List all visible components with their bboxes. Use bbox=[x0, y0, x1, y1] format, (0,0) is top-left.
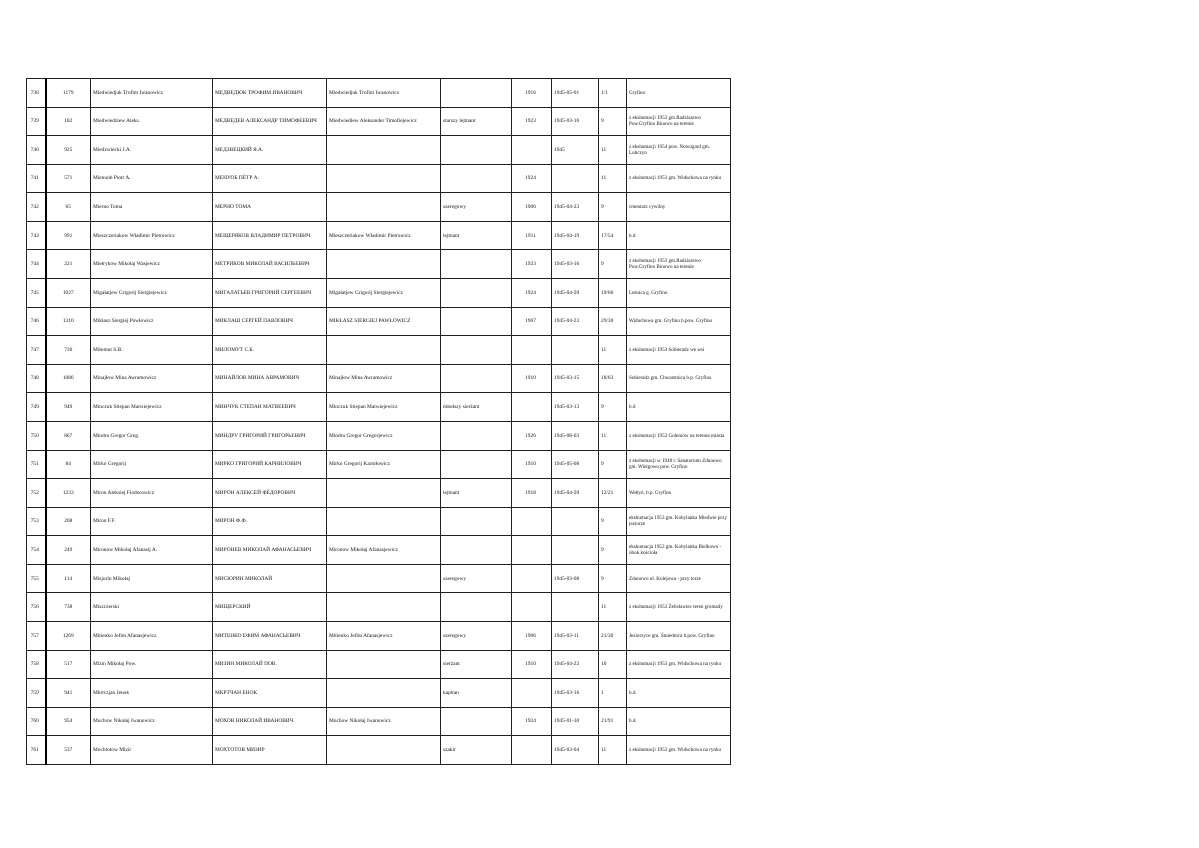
birth-year-cell: 1918 bbox=[512, 479, 552, 508]
name-polish-cell: Mietrykow Mikołaj Wasjewicz bbox=[91, 250, 213, 279]
military-rank-cell: szeregowy bbox=[441, 193, 512, 222]
name-transliterated-cell: Migałatjew Grigorij Siergiejewicz bbox=[327, 279, 441, 308]
name-polish-cell: Miedzwiecki J.A. bbox=[91, 136, 213, 165]
birth-year-cell: 1907 bbox=[512, 307, 552, 336]
grave-number-cell: 21/30 bbox=[599, 621, 627, 650]
name-transliterated-cell: Minajłow Mina Awramowicz bbox=[327, 364, 441, 393]
row-number-cell: 754 bbox=[27, 536, 46, 565]
name-polish-cell: Mieszczeriakow Władimir Pietrowicz bbox=[91, 221, 213, 250]
grave-number-cell: 11 bbox=[599, 336, 627, 365]
name-russian-cell: МИРКО ГРИГОРИЙ КАРНИЛОВИЧ bbox=[213, 450, 327, 479]
military-rank-cell: szeregowy bbox=[441, 564, 512, 593]
birth-year-cell: 1910 bbox=[512, 450, 552, 479]
burial-place-cell: b.d bbox=[627, 221, 731, 250]
table-row bbox=[27, 136, 731, 165]
row-number-cell: 742 bbox=[27, 193, 46, 222]
name-russian-cell: МЕДЗВЕЦКИЙ Я.А. bbox=[213, 136, 327, 165]
military-rank-cell: młodszy sierżant bbox=[441, 393, 512, 422]
burial-place-cell: z ekshumacji 1953 Sobieradz we wsi bbox=[627, 336, 731, 365]
birth-year-cell: 1923 bbox=[512, 250, 552, 279]
burial-place-cell: z ekshumacji 1953 Goleniów na terenie miasta bbox=[627, 421, 731, 450]
name-polish-cell: Miłomut S.B. bbox=[91, 336, 213, 365]
death-date-cell: 1945 bbox=[552, 136, 599, 165]
name-transliterated-cell bbox=[327, 507, 441, 536]
birth-year-cell: 1906 bbox=[512, 621, 552, 650]
military-rank-cell bbox=[441, 364, 512, 393]
burial-place-cell: z ekshumacji 1953 gm.Radziszewo Pow.Gryfino Binowo na terenie bbox=[627, 250, 731, 279]
burial-place-cell: Leśnica g. Gryfino bbox=[627, 279, 731, 308]
death-date-cell: 1945-04-22 bbox=[552, 650, 599, 679]
birth-year-cell: 1910 bbox=[512, 650, 552, 679]
name-polish-cell: Mochtotow Mizir bbox=[91, 736, 213, 765]
name-polish-cell: Miedwiedjuk Trofim Iwanowicz bbox=[91, 79, 213, 108]
row-number-cell: 759 bbox=[27, 679, 46, 708]
death-date-cell: 1945-05-01 bbox=[552, 79, 599, 108]
row-number-cell: 756 bbox=[27, 593, 46, 622]
grave-number-cell: 9 bbox=[599, 450, 627, 479]
burial-place-cell: cmentarz cywilny bbox=[627, 193, 731, 222]
name-polish-cell: Minajłow Mina Awramowicz bbox=[91, 364, 213, 393]
name-russian-cell: МЕНУОБ ПЁТР А. bbox=[213, 164, 327, 193]
row-number-cell: 738 bbox=[27, 79, 46, 108]
grave-number-cell: 18/63 bbox=[599, 364, 627, 393]
name-russian-cell: МЕДВЕДЮК ТРОФИМ ИВАНОВИЧ bbox=[213, 79, 327, 108]
death-date-cell: 1945-03-15 bbox=[552, 364, 599, 393]
grave-number-cell: 9 bbox=[599, 107, 627, 136]
row-number-cell: 749 bbox=[27, 393, 46, 422]
table-row bbox=[27, 507, 731, 536]
table-row bbox=[27, 564, 731, 593]
burial-place-cell: b.d. bbox=[627, 679, 731, 708]
record-id-cell: 1310 bbox=[46, 307, 91, 336]
name-transliterated-cell bbox=[327, 136, 441, 165]
death-date-cell bbox=[552, 536, 599, 565]
name-polish-cell: Misjurin Mikołaj bbox=[91, 564, 213, 593]
death-date-cell: 1945-03-16 bbox=[552, 679, 599, 708]
grave-number-cell: 19/66 bbox=[599, 279, 627, 308]
burial-place-cell: z ekshumacji 1953 gm. Widuchowa na rynku bbox=[627, 736, 731, 765]
row-number-cell: 750 bbox=[27, 421, 46, 450]
burial-register-table bbox=[26, 78, 731, 765]
burial-place-cell: z ekshumacji 1953 gm. Widuchowa na rynku bbox=[627, 164, 731, 193]
name-polish-cell: Mindru Gregor Greg. bbox=[91, 421, 213, 450]
birth-year-cell bbox=[512, 136, 552, 165]
table-row bbox=[27, 279, 731, 308]
death-date-cell: 1945-03-04 bbox=[552, 736, 599, 765]
military-rank-cell bbox=[441, 450, 512, 479]
death-date-cell bbox=[552, 507, 599, 536]
death-date-cell: 1945-01-30 bbox=[552, 707, 599, 736]
burial-place-cell: Jeziorzyce gm. Śmiednica b.pow. Gryfino bbox=[627, 621, 731, 650]
burial-place-cell: ekshumacja 1953 gm. Kobylanka Bielkowo - obok kościoła bbox=[627, 536, 731, 565]
death-date-cell: 1945-04-19 bbox=[552, 221, 599, 250]
table-row bbox=[27, 479, 731, 508]
row-number-cell: 746 bbox=[27, 307, 46, 336]
table-row bbox=[27, 707, 731, 736]
row-number-cell: 752 bbox=[27, 479, 46, 508]
record-id-cell: 537 bbox=[46, 736, 91, 765]
name-russian-cell: МИНАЙЛОВ МИНА АВРАМОВИЧ bbox=[213, 364, 327, 393]
death-date-cell: 1945-03-13 bbox=[552, 393, 599, 422]
burial-place-cell: z ekshumacji w 1948 r. Sanatorium Zdunowo gm. Wielgowo pow. Gryfino bbox=[627, 450, 731, 479]
birth-year-cell: 1911 bbox=[512, 221, 552, 250]
death-date-cell: 1945-04-23 bbox=[552, 307, 599, 336]
name-russian-cell: МИТЕНКО ЕФИМ АФАНАСЬЕВИЧ bbox=[213, 621, 327, 650]
name-polish-cell: Migałatjew Grigorij Siergiejewicz bbox=[91, 279, 213, 308]
table-row bbox=[27, 79, 731, 108]
record-id-cell: 925 bbox=[46, 136, 91, 165]
record-id-cell: 1179 bbox=[46, 79, 91, 108]
record-id-cell: 730 bbox=[46, 336, 91, 365]
name-polish-cell: Mirko Gregorij bbox=[91, 450, 213, 479]
name-transliterated-cell: Mitienko Jefim Afanasjewicz bbox=[327, 621, 441, 650]
military-rank-cell: kapitan bbox=[441, 679, 512, 708]
table-row bbox=[27, 536, 731, 565]
birth-year-cell bbox=[512, 679, 552, 708]
name-russian-cell: МОХТОТОВ МИЗИР bbox=[213, 736, 327, 765]
grave-number-cell: 11 bbox=[599, 136, 627, 165]
row-number-cell: 753 bbox=[27, 507, 46, 536]
grave-number-cell: 17/54 bbox=[599, 221, 627, 250]
row-number-cell: 755 bbox=[27, 564, 46, 593]
name-transliterated-cell: Mindru Gregor Gregorjewicz bbox=[327, 421, 441, 450]
grave-number-cell: 10 bbox=[599, 650, 627, 679]
row-number-cell: 744 bbox=[27, 250, 46, 279]
row-number-cell: 751 bbox=[27, 450, 46, 479]
birth-year-cell bbox=[512, 593, 552, 622]
record-id-cell: 738 bbox=[46, 593, 91, 622]
birth-year-cell: 1924 bbox=[512, 279, 552, 308]
table-row bbox=[27, 421, 731, 450]
record-id-cell: 1027 bbox=[46, 279, 91, 308]
name-russian-cell: МИЩЕРСКИЙ bbox=[213, 593, 327, 622]
burial-place-cell: Wełtyń, b.p. Gryfino bbox=[627, 479, 731, 508]
name-russian-cell: МИСЮРИН МИКОЛАЙ bbox=[213, 564, 327, 593]
record-id-cell: 1086 bbox=[46, 364, 91, 393]
table-row bbox=[27, 679, 731, 708]
burial-place-cell: b.d bbox=[627, 393, 731, 422]
table-row bbox=[27, 307, 731, 336]
death-date-cell: 1945-05-08 bbox=[552, 450, 599, 479]
record-id-cell: 1269 bbox=[46, 621, 91, 650]
name-polish-cell: Miszczerski bbox=[91, 593, 213, 622]
military-rank-cell bbox=[441, 164, 512, 193]
burial-place-cell: z ekshumacji 1953 gm. Widuchowa na rynku bbox=[627, 650, 731, 679]
death-date-cell: 1945-03-16 bbox=[552, 107, 599, 136]
row-number-cell: 761 bbox=[27, 736, 46, 765]
table-row bbox=[27, 364, 731, 393]
name-transliterated-cell bbox=[327, 679, 441, 708]
death-date-cell: 1945-04-20 bbox=[552, 279, 599, 308]
burial-register-sheet bbox=[26, 78, 730, 765]
birth-year-cell: 1906 bbox=[512, 193, 552, 222]
name-transliterated-cell bbox=[327, 736, 441, 765]
military-rank-cell bbox=[441, 336, 512, 365]
burial-place-cell: Widuchowa gm. Gryfino b.pow. Gryfino bbox=[627, 307, 731, 336]
military-rank-cell bbox=[441, 421, 512, 450]
birth-year-cell: 1924 bbox=[512, 707, 552, 736]
death-date-cell: 1945-04-20 bbox=[552, 479, 599, 508]
military-rank-cell bbox=[441, 279, 512, 308]
death-date-cell: 1945-03-16 bbox=[552, 250, 599, 279]
name-polish-cell: Mochow Nikołaj Iwanowicz bbox=[91, 707, 213, 736]
name-russian-cell: МЕДВЕДЕВ АЛЕКСАНДР ТИМОФЕЕВИЧ bbox=[213, 107, 327, 136]
death-date-cell: 1945-04-23 bbox=[552, 193, 599, 222]
name-polish-cell: Miedwiedziew Aleks. bbox=[91, 107, 213, 136]
name-russian-cell: МИКЛАШ СЕРГЕЙ ПАВЛОВИЧ bbox=[213, 307, 327, 336]
name-polish-cell: Mitienko Jefim Afanasjewicz bbox=[91, 621, 213, 650]
military-rank-cell bbox=[441, 307, 512, 336]
birth-year-cell bbox=[512, 393, 552, 422]
birth-year-cell: 1923 bbox=[512, 107, 552, 136]
record-id-cell: 268 bbox=[46, 507, 91, 536]
military-rank-cell bbox=[441, 136, 512, 165]
birth-year-cell bbox=[512, 736, 552, 765]
birth-year-cell bbox=[512, 336, 552, 365]
birth-year-cell: 1916 bbox=[512, 79, 552, 108]
grave-number-cell: 11 bbox=[599, 164, 627, 193]
table-row bbox=[27, 393, 731, 422]
name-transliterated-cell bbox=[327, 564, 441, 593]
military-rank-cell: lejtnant bbox=[441, 221, 512, 250]
name-russian-cell: МЕРНО ТОМА bbox=[213, 193, 327, 222]
burial-place-cell: Gryfino bbox=[627, 79, 731, 108]
death-date-cell bbox=[552, 593, 599, 622]
table-row bbox=[27, 107, 731, 136]
birth-year-cell: 1924 bbox=[512, 164, 552, 193]
grave-number-cell: 9 bbox=[599, 564, 627, 593]
row-number-cell: 740 bbox=[27, 136, 46, 165]
name-russian-cell: МИРОН АЛЕКСЕЙ ФЁДОРОВИЧ bbox=[213, 479, 327, 508]
grave-number-cell: 1/1 bbox=[599, 79, 627, 108]
name-russian-cell: МИЗИН МИКОЛАЙ ПОВ. bbox=[213, 650, 327, 679]
name-polish-cell: Miron Aleksiej Fiodorowicz bbox=[91, 479, 213, 508]
name-transliterated-cell: MIKŁASZ SIERGIEJ PAWŁOWICZ bbox=[327, 307, 441, 336]
row-number-cell: 741 bbox=[27, 164, 46, 193]
table-row bbox=[27, 336, 731, 365]
death-date-cell bbox=[552, 336, 599, 365]
table-row bbox=[27, 193, 731, 222]
name-russian-cell: МЕТРИКОВ МИКОЛАЙ ВАСИЛЬЕВИЧ bbox=[213, 250, 327, 279]
name-russian-cell: МИЛОМУТ С.Б. bbox=[213, 336, 327, 365]
name-transliterated-cell: Mirko Gregorij Karniłowicz bbox=[327, 450, 441, 479]
military-rank-cell bbox=[441, 707, 512, 736]
table-row bbox=[27, 250, 731, 279]
birth-year-cell: 1926 bbox=[512, 421, 552, 450]
table-row bbox=[27, 593, 731, 622]
name-transliterated-cell: Miedwiediew Aleksander Timofiejewicz bbox=[327, 107, 441, 136]
record-id-cell: 182 bbox=[46, 107, 91, 136]
name-russian-cell: МЕЩЕРЯКОВ ВЛАДИМИР ПЕТРОВИЧ bbox=[213, 221, 327, 250]
name-transliterated-cell bbox=[327, 336, 441, 365]
death-date-cell: 1945-03-08 bbox=[552, 564, 599, 593]
military-rank-cell: lejtnant bbox=[441, 479, 512, 508]
record-id-cell: 954 bbox=[46, 707, 91, 736]
grave-number-cell: 11 bbox=[599, 736, 627, 765]
birth-year-cell bbox=[512, 564, 552, 593]
grave-number-cell: 29/30 bbox=[599, 307, 627, 336]
military-rank-cell bbox=[441, 250, 512, 279]
burial-place-cell: z ekshumacji 1954 pow. Nowogard gm. Lubczyn bbox=[627, 136, 731, 165]
register-rows bbox=[27, 79, 731, 765]
name-polish-cell: Mkrtczjan Jenok bbox=[91, 679, 213, 708]
name-polish-cell: Mironow Mikołaj Afanasij A. bbox=[91, 536, 213, 565]
military-rank-cell: sierżant bbox=[441, 650, 512, 679]
table-row bbox=[27, 164, 731, 193]
military-rank-cell bbox=[441, 507, 512, 536]
military-rank-cell bbox=[441, 536, 512, 565]
row-number-cell: 748 bbox=[27, 364, 46, 393]
name-polish-cell: Mienuob Piotr A. bbox=[91, 164, 213, 193]
name-polish-cell: Minczuk Stiepan Matwiejewicz bbox=[91, 393, 213, 422]
military-rank-cell: starszy lejtnant bbox=[441, 107, 512, 136]
name-polish-cell: Mizin Mikołaj Pow. bbox=[91, 650, 213, 679]
name-russian-cell: МИРОНЕВ МИКОЛАЙ АФАНАСЬЕВИЧ bbox=[213, 536, 327, 565]
burial-place-cell: ekshumacja 1953 gm. Kobylanka Miedwie przy jeziorze bbox=[627, 507, 731, 536]
record-id-cell: 571 bbox=[46, 164, 91, 193]
record-id-cell: 991 bbox=[46, 221, 91, 250]
row-number-cell: 760 bbox=[27, 707, 46, 736]
grave-number-cell: 9 bbox=[599, 393, 627, 422]
row-number-cell: 757 bbox=[27, 621, 46, 650]
record-id-cell: 249 bbox=[46, 536, 91, 565]
name-russian-cell: МКРТЧАН ЕНОК bbox=[213, 679, 327, 708]
name-transliterated-cell bbox=[327, 479, 441, 508]
record-id-cell: 941 bbox=[46, 679, 91, 708]
table-row bbox=[27, 650, 731, 679]
table-row bbox=[27, 621, 731, 650]
name-russian-cell: МИНДРУ ГРИГОРИЙ ГРИГОРЬЕВИЧ bbox=[213, 421, 327, 450]
burial-place-cell: Sobieradz gm. Chwarstnica b.p. Gryfino bbox=[627, 364, 731, 393]
grave-number-cell: 11 bbox=[599, 593, 627, 622]
military-rank-cell: szeregowy bbox=[441, 621, 512, 650]
row-number-cell: 743 bbox=[27, 221, 46, 250]
burial-place-cell: z ekshumacji 1953 gm.Radziszewo Pow.Gryfino Binowo na terenie bbox=[627, 107, 731, 136]
name-transliterated-cell bbox=[327, 164, 441, 193]
military-rank-cell bbox=[441, 593, 512, 622]
record-id-cell: 221 bbox=[46, 250, 91, 279]
name-russian-cell: МОХОВ НИКОЛАЙ ИВАНОВИЧ bbox=[213, 707, 327, 736]
record-id-cell: 65 bbox=[46, 193, 91, 222]
name-transliterated-cell: Miedwiedjuk Trofim Iwanowicz bbox=[327, 79, 441, 108]
name-transliterated-cell: Minczuk Stiepan Matwiejewicz bbox=[327, 393, 441, 422]
death-date-cell: 1945-08-03 bbox=[552, 421, 599, 450]
row-number-cell: 739 bbox=[27, 107, 46, 136]
grave-number-cell: 1 bbox=[599, 679, 627, 708]
name-polish-cell: Mikłasz Siergiej Pawłowicz bbox=[91, 307, 213, 336]
name-transliterated-cell: Mironow Mikołaj Afanasjewicz bbox=[327, 536, 441, 565]
grave-number-cell: 9 bbox=[599, 193, 627, 222]
name-russian-cell: МИНЧУК СТЕПАН МАТВЕЕВИЧ bbox=[213, 393, 327, 422]
name-polish-cell: Mierno Toma bbox=[91, 193, 213, 222]
name-transliterated-cell bbox=[327, 650, 441, 679]
record-id-cell: 84 bbox=[46, 450, 91, 479]
record-id-cell: 114 bbox=[46, 564, 91, 593]
burial-place-cell: Zdunowo ul. Kolejowa - przy torze bbox=[627, 564, 731, 593]
name-russian-cell: МИРОН Ф.Ф. bbox=[213, 507, 327, 536]
name-polish-cell: Miron F.F. bbox=[91, 507, 213, 536]
grave-number-cell: 11 bbox=[599, 421, 627, 450]
birth-year-cell bbox=[512, 507, 552, 536]
grave-number-cell: 12/21 bbox=[599, 479, 627, 508]
military-rank-cell: szakir bbox=[441, 736, 512, 765]
table-row bbox=[27, 450, 731, 479]
burial-place-cell: z ekshumacji 1953 Żelisławiec teren gromady bbox=[627, 593, 731, 622]
record-id-cell: 1233 bbox=[46, 479, 91, 508]
name-transliterated-cell bbox=[327, 193, 441, 222]
record-id-cell: 949 bbox=[46, 393, 91, 422]
military-rank-cell bbox=[441, 79, 512, 108]
row-number-cell: 747 bbox=[27, 336, 46, 365]
grave-number-cell: 21/91 bbox=[599, 707, 627, 736]
name-russian-cell: МИГАЛАТЬЕВ ГРИГОРИЙ СЕРГЕЕВИЧ bbox=[213, 279, 327, 308]
birth-year-cell bbox=[512, 536, 552, 565]
name-transliterated-cell bbox=[327, 250, 441, 279]
birth-year-cell: 1910 bbox=[512, 364, 552, 393]
row-number-cell: 758 bbox=[27, 650, 46, 679]
burial-place-cell: b.d. bbox=[627, 707, 731, 736]
table-row bbox=[27, 221, 731, 250]
name-transliterated-cell bbox=[327, 593, 441, 622]
death-date-cell bbox=[552, 164, 599, 193]
name-transliterated-cell: Mochow Nikołaj Iwanowicz bbox=[327, 707, 441, 736]
grave-number-cell: 9 bbox=[599, 536, 627, 565]
row-number-cell: 745 bbox=[27, 279, 46, 308]
grave-number-cell: 9 bbox=[599, 507, 627, 536]
record-id-cell: 517 bbox=[46, 650, 91, 679]
record-id-cell: 867 bbox=[46, 421, 91, 450]
table-row bbox=[27, 736, 731, 765]
death-date-cell: 1945-03-11 bbox=[552, 621, 599, 650]
grave-number-cell: 9 bbox=[599, 250, 627, 279]
name-transliterated-cell: Mieszczeriakow Władimir Pietrowicz bbox=[327, 221, 441, 250]
